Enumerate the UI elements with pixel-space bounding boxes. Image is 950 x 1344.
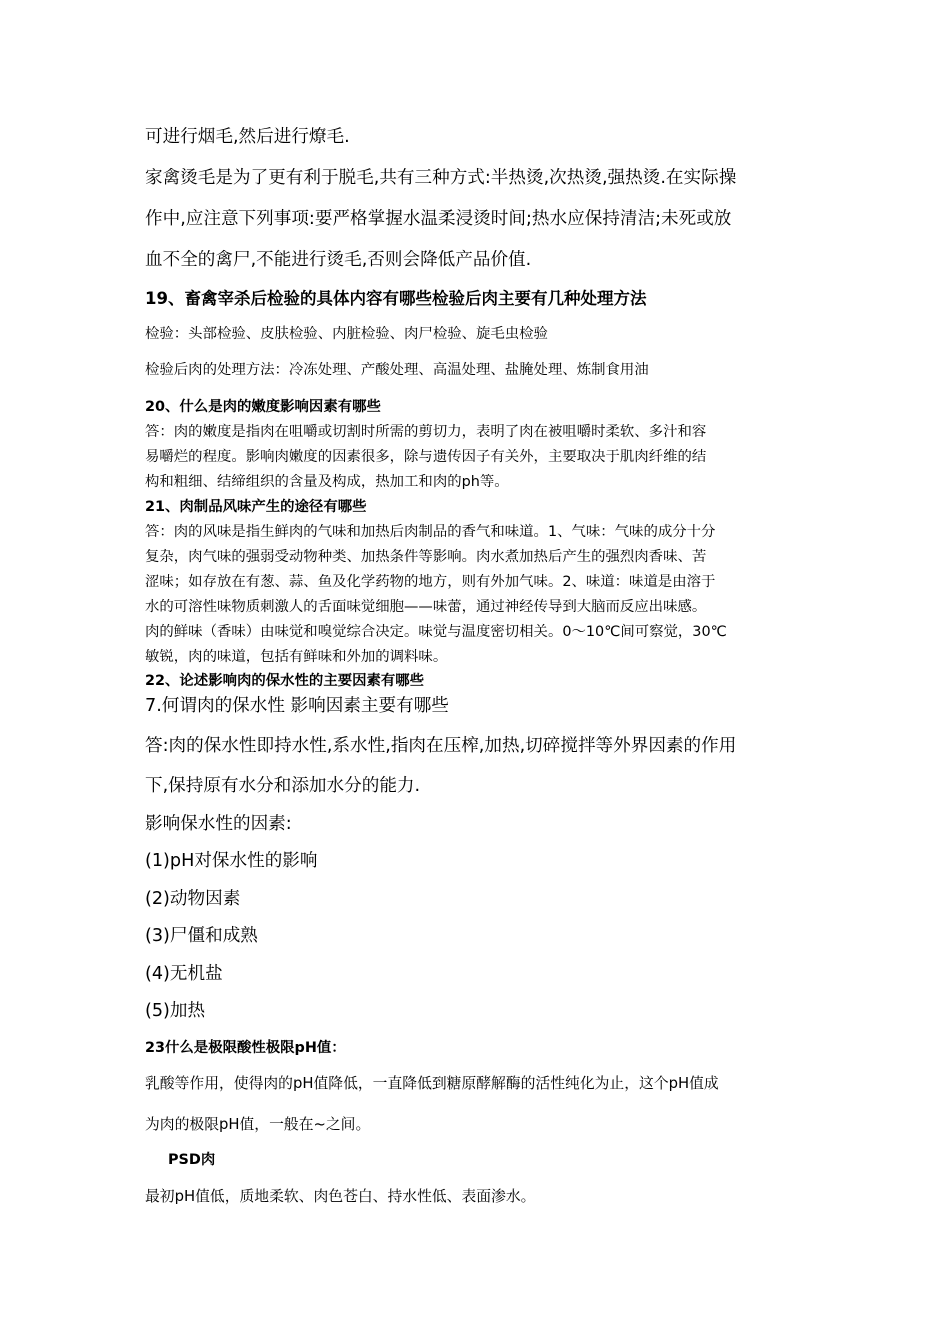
paragraph-line: 复杂，肉气味的强弱受动物种类、加热条件等影响。肉水煮加热后产生的强烈肉香味、苦 bbox=[145, 549, 707, 565]
paragraph-line: 乳酸等作用，使得肉的pH值降低，一直降低到糖原酵解酶的活性纯化为止，这个pH值成 bbox=[145, 1075, 719, 1092]
section-heading: 20、什么是肉的嫩度影响因素有哪些 bbox=[145, 399, 381, 415]
paragraph-line: 作中,应注意下列事项:要严格掌握水温柔浸烫时间;热水应保持清洁;未死或放 bbox=[145, 209, 732, 229]
paragraph-line: 肉的鲜味（香味）由味觉和嗅觉综合决定。味觉与温度密切相关。0～10℃间可察觉，30℃ bbox=[145, 624, 727, 640]
paragraph-line: 水的可溶性味物质刺激人的舌面味觉细胞——味蕾，通过神经传导到大脑而反应出味感。 bbox=[145, 599, 707, 615]
paragraph-line: 家禽烫毛是为了更有利于脱毛,共有三种方式:半热烫,次热烫,强热烫.在实际操 bbox=[145, 168, 737, 188]
section-heading: 22、论述影响肉的保水性的主要因素有哪些 bbox=[145, 673, 425, 689]
paragraph-line: 检验后肉的处理方法：冷冻处理、产酸处理、高温处理、盐腌处理、炼制食用油 bbox=[145, 362, 649, 378]
paragraph-line: 下,保持原有水分和添加水分的能力. bbox=[145, 776, 421, 796]
list-item: (3)尸僵和成熟 bbox=[145, 926, 258, 946]
paragraph-line: 敏锐，肉的味道，包括有鲜味和外加的调料味。 bbox=[145, 649, 448, 665]
list-item: (1)pH对保水性的影响 bbox=[145, 851, 318, 871]
paragraph-line: 最初pH值低，质地柔软、肉色苍白、持水性低、表面渗水。 bbox=[145, 1188, 536, 1205]
list-item: (5)加热 bbox=[145, 1001, 206, 1021]
section-heading: 23什么是极限酸性极限pH值： bbox=[145, 1040, 346, 1056]
paragraph-line: 可进行烟毛,然后进行燎毛. bbox=[145, 127, 350, 147]
paragraph-line: 为肉的极限pH值，一般在~之间。 bbox=[145, 1116, 371, 1133]
list-item: (2)动物因素 bbox=[145, 889, 241, 909]
paragraph-line: 易嚼烂的程度。影响肉嫩度的因素很多，除与遗传因子有关外，主要取决于肌肉纤维的结 bbox=[145, 449, 707, 465]
paragraph-line: 检验：头部检验、皮肤检验、内脏检验、肉尸检验、旋毛虫检验 bbox=[145, 326, 548, 342]
paragraph-line: 影响保水性的因素: bbox=[145, 814, 292, 834]
section-heading: PSD肉 bbox=[168, 1152, 216, 1168]
list-item: (4)无机盐 bbox=[145, 964, 223, 984]
paragraph-line: 答：肉的嫩度是指肉在咀嚼或切割时所需的剪切力，表明了肉在被咀嚼时柔软、多汁和容 bbox=[145, 424, 707, 440]
paragraph-line: 血不全的禽尸,不能进行烫毛,否则会降低产品价值. bbox=[145, 250, 532, 270]
paragraph-line: 构和粗细、结缔组织的含量及构成，热加工和肉的ph等。 bbox=[145, 474, 509, 490]
section-heading: 21、肉制品风味产生的途径有哪些 bbox=[145, 499, 367, 515]
question-line: 7.何谓肉的保水性 影响因素主要有哪些 bbox=[145, 696, 449, 716]
section-heading: 19、畜禽宰杀后检验的具体内容有哪些检验后肉主要有几种处理方法 bbox=[145, 289, 647, 308]
paragraph-line: 答：肉的风味是指生鲜肉的气味和加热后肉制品的香气和味道。1、气味：气味的成分十分 bbox=[145, 524, 716, 540]
paragraph-line: 涩味；如存放在有葱、蒜、鱼及化学药物的地方，则有外加气味。2、味道：味道是由溶于 bbox=[145, 574, 716, 590]
paragraph-line: 答:肉的保水性即持水性,系水性,指肉在压榨,加热,切碎搅拌等外界因素的作用 bbox=[145, 736, 737, 756]
